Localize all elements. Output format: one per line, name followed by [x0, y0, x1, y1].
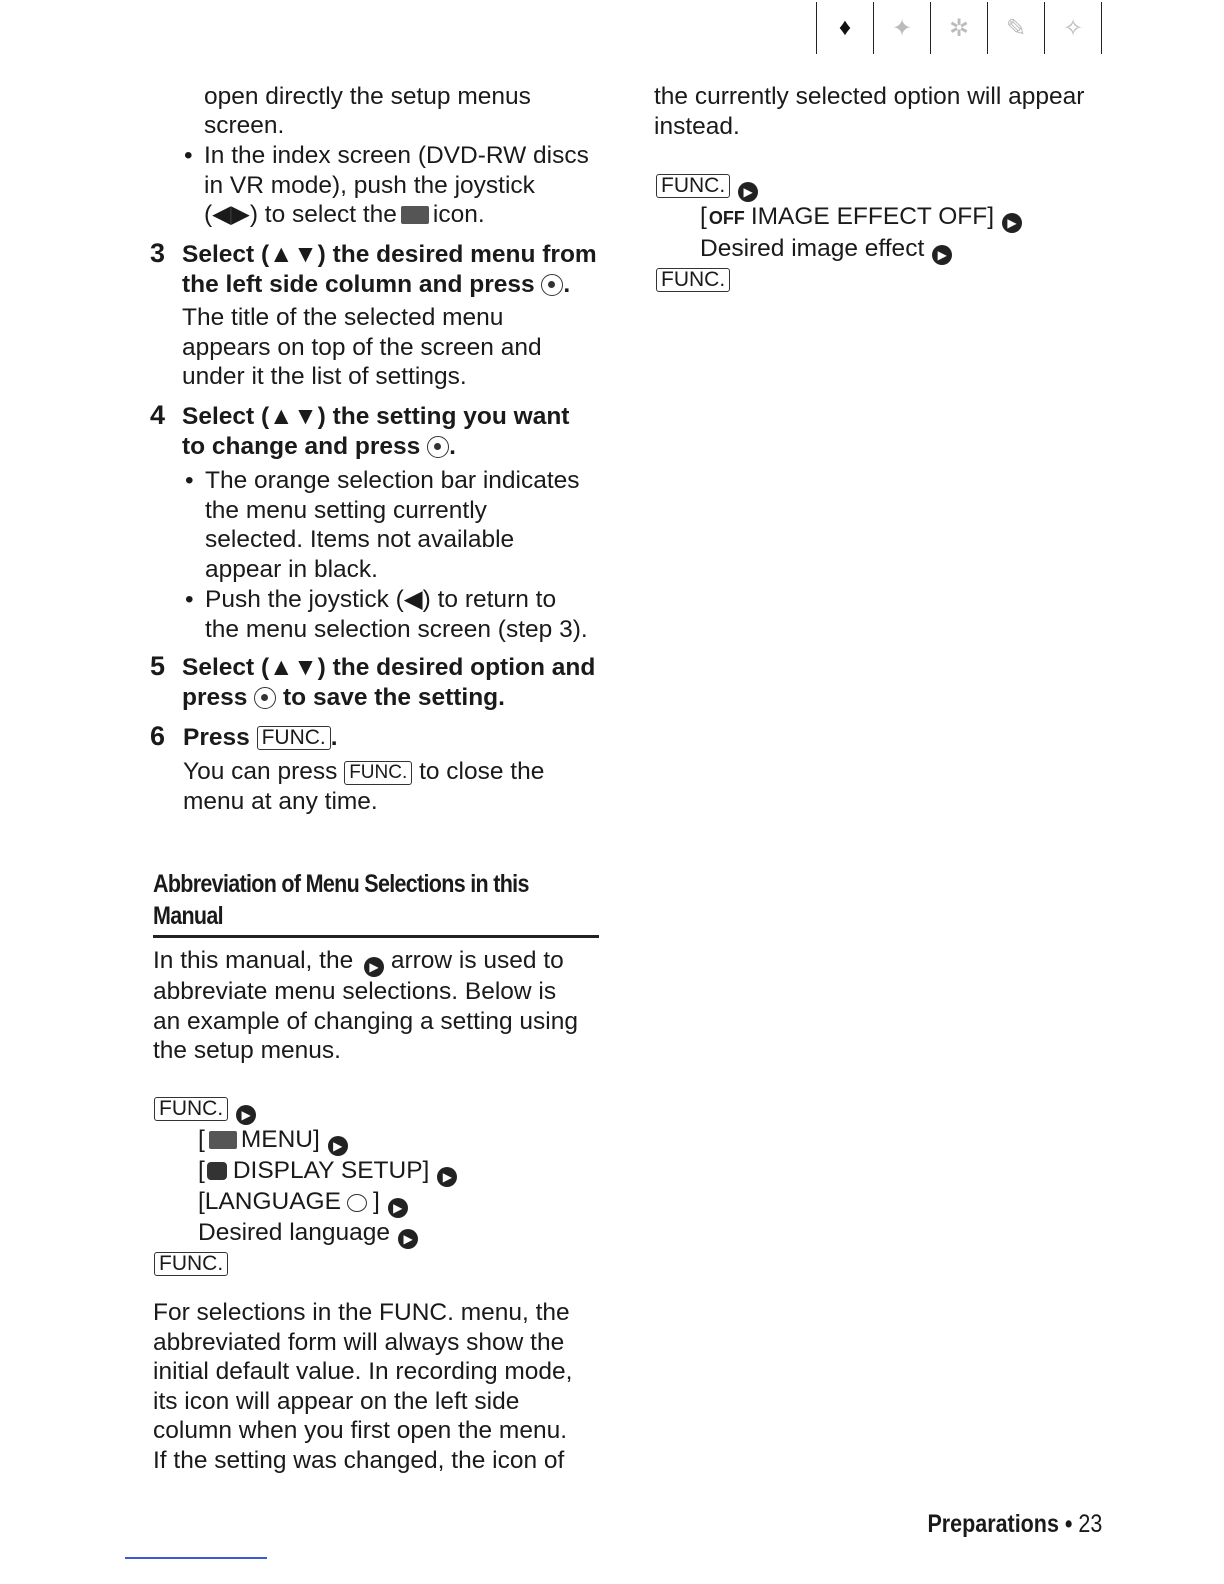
misc-icon: ✧ [1044, 2, 1102, 54]
gear-icon: ✲ [930, 2, 987, 54]
bullet-dot: • [185, 467, 194, 494]
joystick-icon [254, 687, 276, 709]
arrow-icon: ▶ [738, 182, 758, 202]
edit-icon: ✎ [987, 2, 1044, 54]
step-6-title: Press FUNC. . [183, 724, 338, 751]
arrow-icon: ▶ [932, 245, 952, 265]
intro-bullet-line1: In the index screen (DVD-RW discs [204, 142, 589, 169]
joystick-icon [427, 436, 449, 458]
arrow-icon: ▶ [388, 1198, 408, 1218]
func-key: FUNC. [344, 761, 412, 785]
arrow-icon: ▶ [364, 957, 384, 977]
arrow-icon: ▶ [328, 1136, 348, 1156]
example-menu-path: FUNC. ▶ [ MENU] ▶ [ DISPLAY SETUP] ▶ [LANGUAGE ] ▶ Desired language ▶ FUNC. [154, 1094, 457, 1279]
func-menu-paragraph: For selections in the FUNC. menu, the abbreviated form will always show the initial default value. In recording mode, its icon will appear on the left side column when you first open the menu. If the setting was changed, the icon of [153, 1299, 573, 1474]
arrow-icon: ▶ [236, 1105, 256, 1125]
page-number: 23 [1078, 1510, 1102, 1538]
intro-bullet-line3: (◀▶) to select the icon. [204, 201, 485, 229]
camera-icon: ✦ [873, 2, 930, 54]
section-rule [153, 935, 599, 938]
menu-icon [209, 1131, 237, 1149]
intro-bullet [184, 141, 589, 230]
step-6-body: You can press FUNC. to close the menu at any time. [183, 758, 545, 815]
hand-icon: ♦ [816, 2, 873, 54]
func-key: FUNC. [257, 726, 331, 750]
intro-line2: screen. [204, 112, 285, 139]
step-3-body: The title of the selected menu appears on top of the screen and under it the list of settings. [182, 304, 542, 391]
step-6-number: 6 [150, 721, 166, 751]
section-heading: Abbreviation of Menu Selections in this Manual [153, 870, 529, 930]
page-footer [927, 1510, 1102, 1539]
intro-line1: open directly the setup menus [204, 83, 531, 110]
func-key: FUNC. [154, 1252, 228, 1276]
arrow-icon: ▶ [398, 1229, 418, 1249]
step-4-number: 4 [150, 400, 166, 430]
step-3-number: 3 [150, 238, 166, 268]
step-5-number: 5 [150, 651, 166, 681]
step-3-title: Select (▲▼) the desired menu from the left side column and press . [182, 241, 597, 298]
step-5-title: Select (▲▼) the desired option and press to save the setting. [182, 654, 596, 711]
func-key: FUNC. [154, 1097, 228, 1121]
footer-underline [125, 1557, 267, 1559]
step-4-title: Select (▲▼) the setting you want to change and press . [182, 403, 570, 460]
bullet-dot: • [185, 586, 194, 613]
right-example-menu-path: FUNC. ▶ [ OFF IMAGE EFFECT OFF] ▶ Desired image effect ▶ FUNC. [656, 171, 1022, 294]
joystick-icon [541, 274, 563, 296]
language-icon [347, 1194, 367, 1212]
bullet-dot: • [184, 142, 193, 169]
arrow-icon: ▶ [437, 1167, 457, 1187]
step-4-bullet-1: • The orange selection bar indicates the menu setting currently selected. Items not available appear in black. [185, 467, 580, 583]
arrow-icon: ▶ [1002, 213, 1022, 233]
step-4-bullet-2: • Push the joystick (◀) to return to the menu selection screen (step 3). [185, 586, 588, 643]
footer-bullet: • [1064, 1510, 1073, 1538]
display-setup-icon [207, 1162, 227, 1180]
func-key: FUNC. [656, 174, 730, 198]
chapter-tabs [816, 2, 1102, 54]
right-column-text: the currently selected option will appear instead. [654, 83, 1085, 140]
intro-bullet-line2: in VR mode), push the joystick [204, 171, 535, 199]
footer-section: Preparations [927, 1510, 1059, 1538]
section-paragraph: In this manual, the ▶ arrow is used to abbreviate menu selections. Below is an example of changing a setting using the setup menus. [153, 947, 578, 1065]
image-effect-off-icon: OFF [708, 208, 745, 228]
func-key: FUNC. [656, 268, 730, 292]
menu-icon [401, 206, 429, 224]
